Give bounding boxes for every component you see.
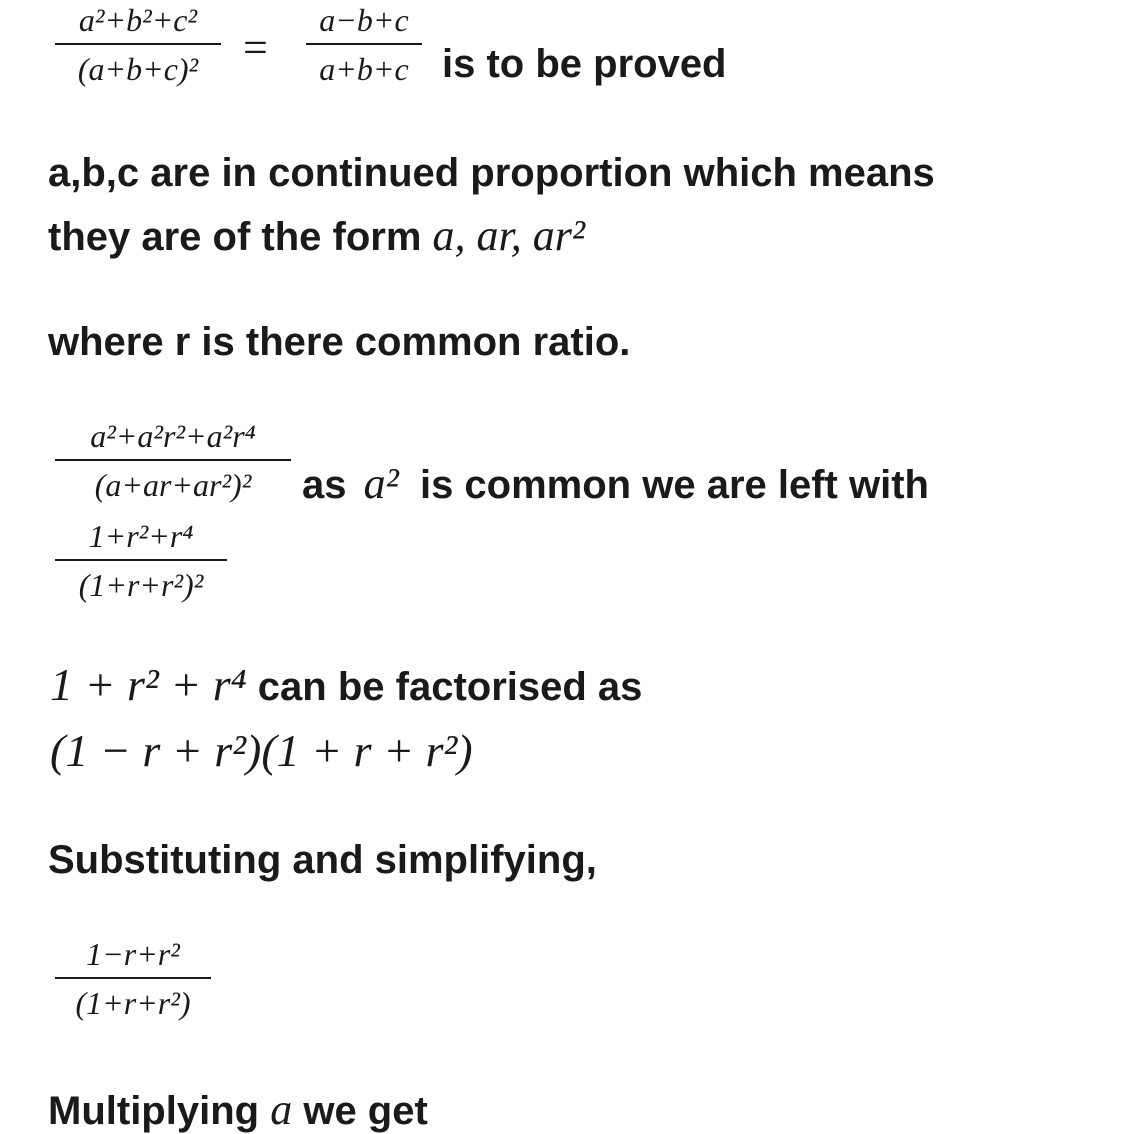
paragraph-text: we get (303, 1089, 428, 1133)
factored-expression: (1 − r + r²)(1 + r + r²) (50, 725, 473, 776)
fraction-bar (55, 43, 221, 45)
paragraph-text: Multiplying (48, 1089, 260, 1133)
target-fraction-left (55, 2, 221, 88)
paragraph-line (48, 211, 586, 260)
fraction-denominator: (a+b+c)² (77, 51, 199, 87)
fraction-numerator: a²+b²+c² (78, 2, 198, 38)
paragraph-text: as (302, 463, 347, 507)
fraction-denominator: (1+r+r²)² (78, 567, 204, 603)
fraction-bar (55, 977, 211, 979)
fraction-bar (306, 43, 422, 45)
paragraph-text: can be factorised as (257, 665, 643, 709)
simplified-fraction (55, 936, 211, 1022)
paragraph-line: where r is there common ratio. (48, 320, 631, 364)
fraction-denominator: (1+r+r²) (75, 985, 191, 1021)
paragraph-line (48, 1085, 428, 1134)
math-expression: a (270, 1085, 293, 1134)
paragraph-line: Substituting and simplifying, (48, 838, 597, 882)
substituted-fraction (55, 418, 291, 504)
fraction-numerator: a²+a²r²+a²r⁴ (90, 418, 256, 454)
fraction-numerator: a−b+c (319, 2, 409, 38)
fraction-numerator: 1−r+r² (86, 936, 180, 972)
paragraph-text: is common we are left with (419, 463, 929, 507)
reduced-fraction (55, 518, 227, 604)
statement-text: is to be proved (442, 42, 727, 86)
equals-sign: = (243, 23, 268, 72)
math-expression: 1 + r² + r⁴ (50, 659, 247, 710)
fraction-bar (55, 559, 227, 561)
fraction-bar (55, 459, 291, 461)
fraction-denominator: (a+ar+ar²)² (94, 467, 252, 503)
paragraph-line (50, 659, 643, 710)
math-expression: a, ar, ar² (432, 211, 586, 260)
paragraph-text: they are of the form (48, 215, 422, 259)
paragraph-line: a,b,c are in continued proportion which means (48, 151, 935, 195)
paragraph-line (302, 459, 929, 508)
fraction-numerator: 1+r²+r⁴ (88, 518, 194, 554)
fraction-denominator: a+b+c (319, 51, 409, 87)
math-expression: a² (363, 459, 399, 508)
target-fraction-right (306, 2, 422, 88)
